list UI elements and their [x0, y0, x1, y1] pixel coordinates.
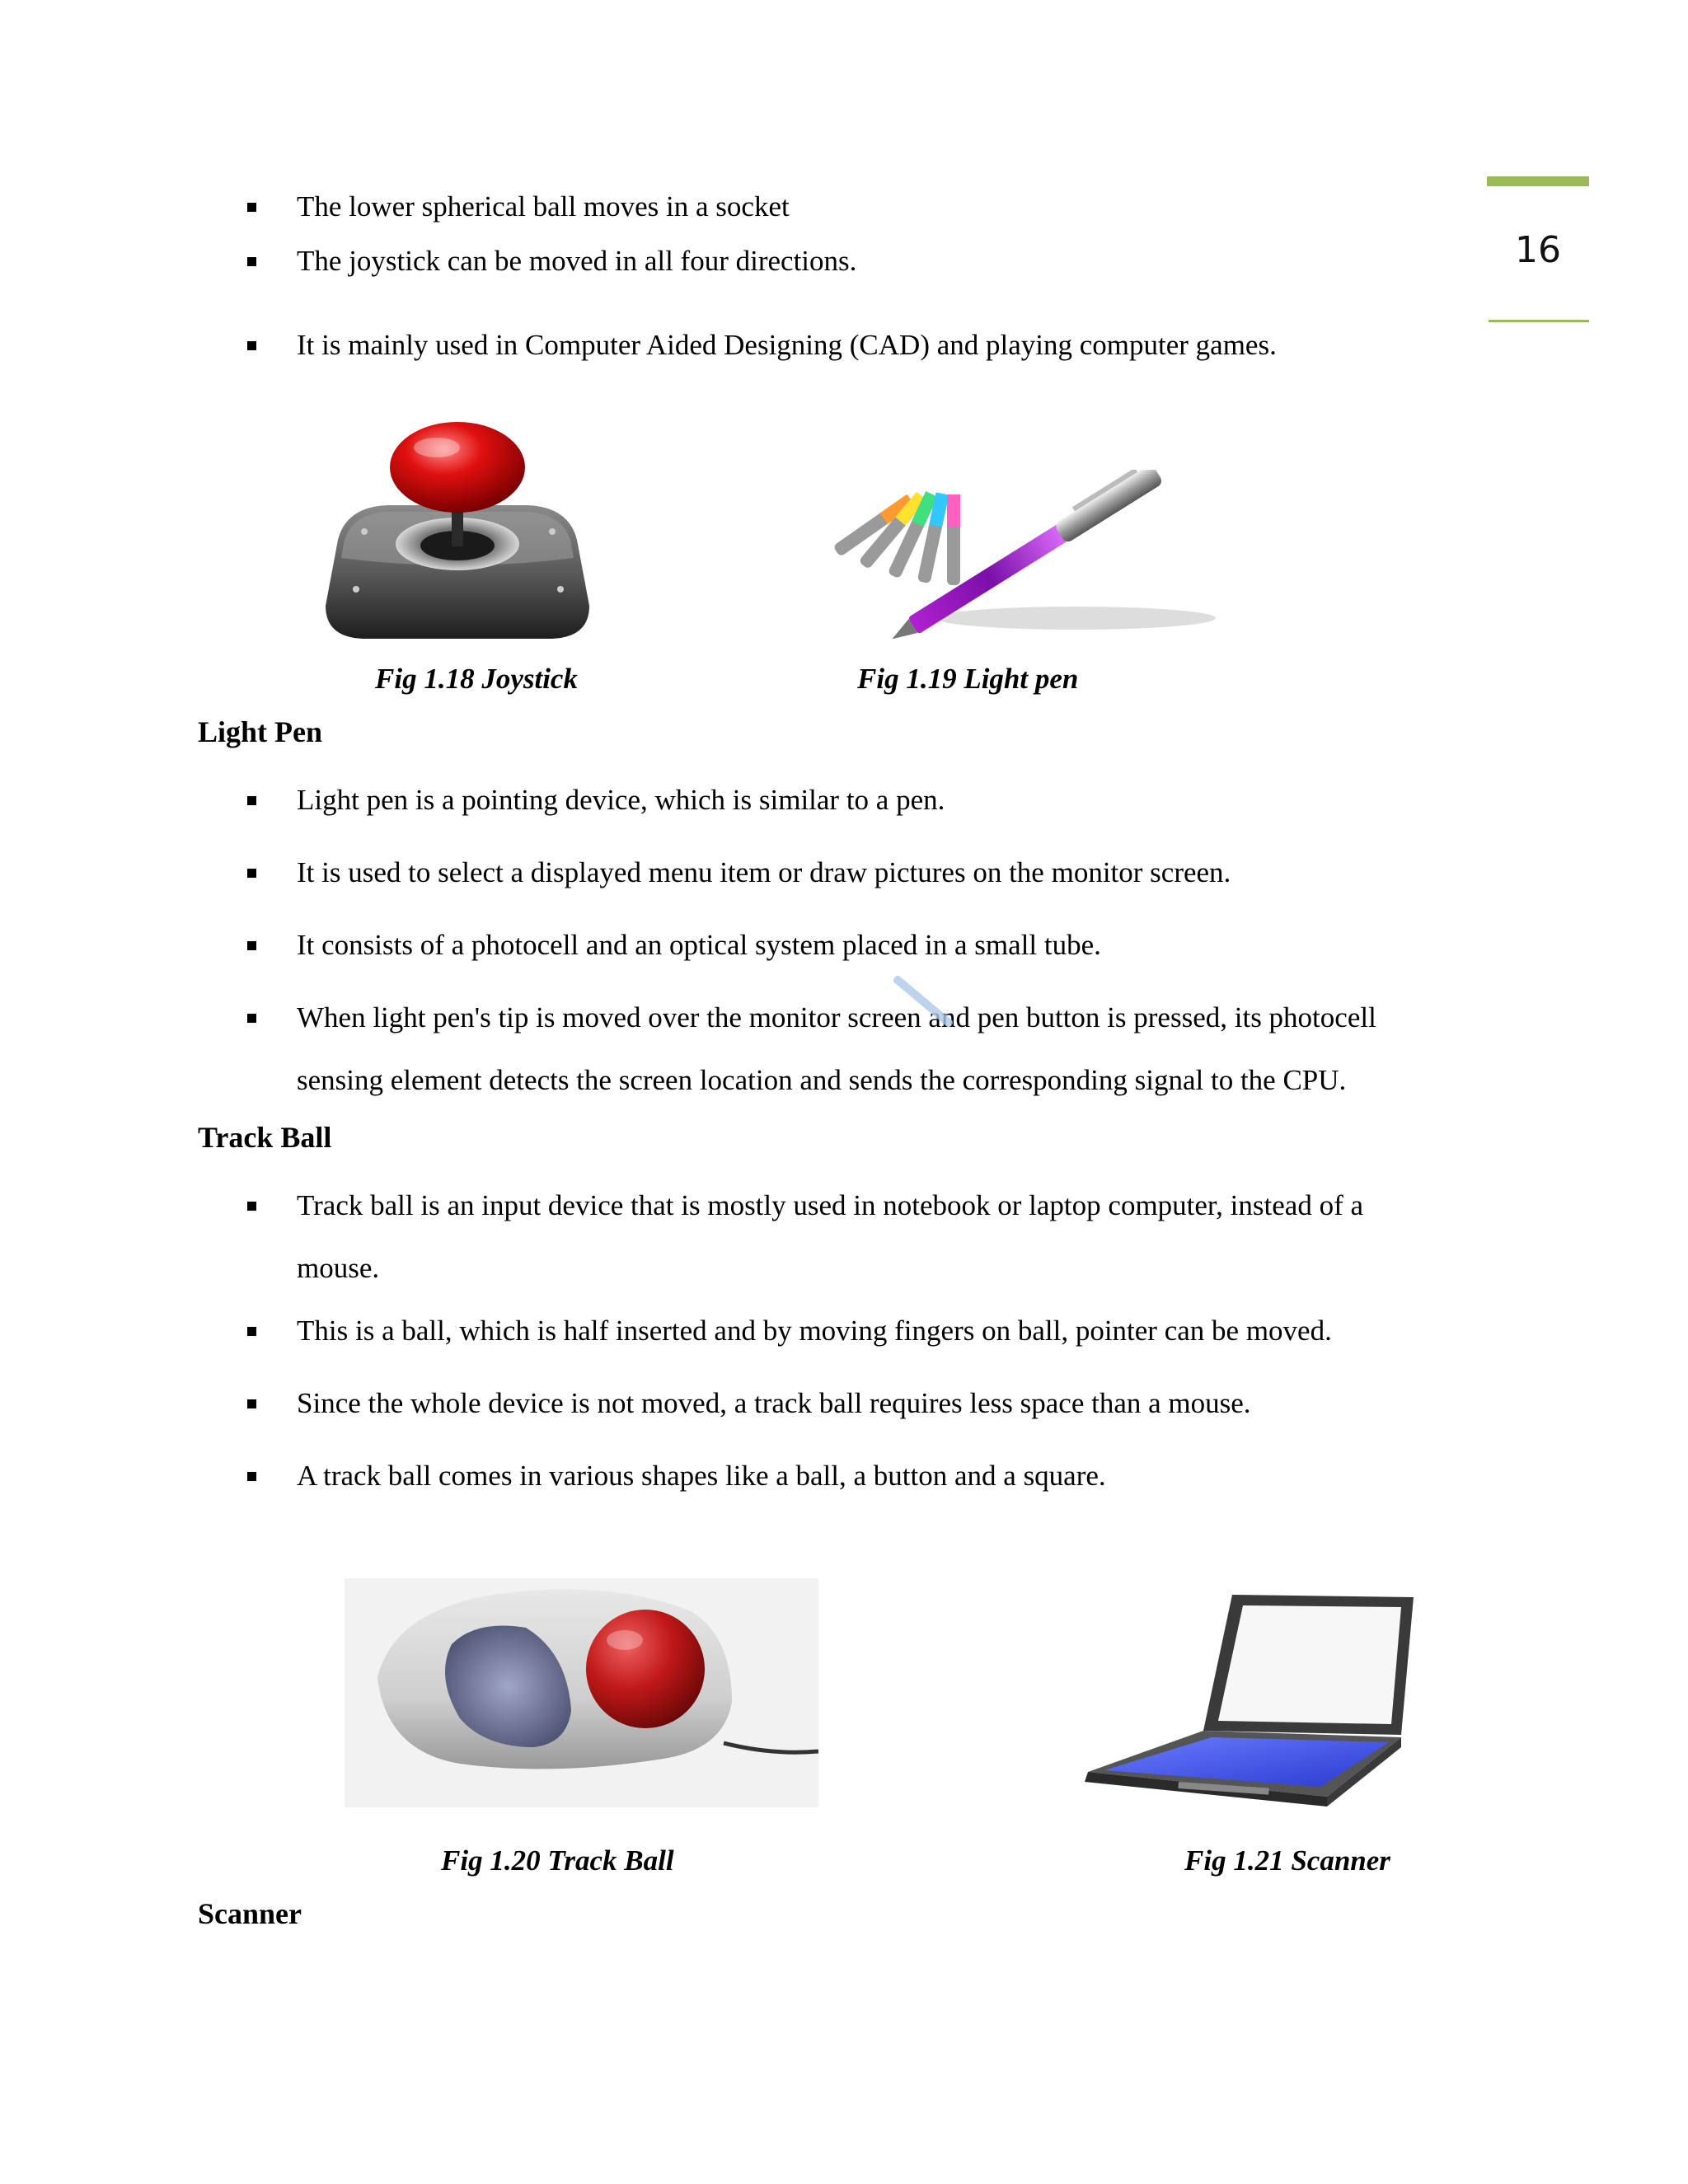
joystick-figure	[313, 416, 602, 651]
bullet-square-icon	[247, 1399, 256, 1408]
list-item-text: The lower spherical ball moves in a socket	[297, 190, 790, 223]
bullet-square-icon	[247, 1202, 256, 1211]
list-item-text: This is a ball, which is half inserted and by moving fingers on ball, pointer can be moved.	[297, 1315, 1332, 1347]
page-number-bottom-rule	[1489, 320, 1589, 322]
list-item-text: Since the whole device is not moved, a track ball requires less space than a mouse.	[297, 1387, 1251, 1419]
bullet-square-icon	[247, 341, 256, 350]
list-item-text: It is mainly used in Computer Aided Designing (CAD) and playing computer games.	[297, 329, 1277, 361]
light-pen-figure	[820, 470, 1216, 655]
trackball-figure	[345, 1578, 818, 1807]
bullet-square-icon	[247, 796, 256, 805]
bullet-square-icon	[247, 1472, 256, 1481]
list-item-text: A track ball comes in various shapes like a ball, a button and a square.	[297, 1460, 1106, 1492]
list-item-text: When light pen's tip is moved over the monitor screen and pen button is pressed, its photocell	[297, 1001, 1376, 1033]
section-heading: Scanner	[198, 1897, 302, 1930]
bullet-square-icon	[247, 257, 256, 266]
figure-caption: Fig 1.20 Track Ball	[441, 1844, 674, 1877]
list-item-text: mouse.	[297, 1252, 380, 1284]
list-item-text: The joystick can be moved in all four directions.	[297, 245, 857, 277]
list-item-text: Light pen is a pointing device, which is similar to a pen.	[297, 784, 945, 816]
list-item-text: It is used to select a displayed menu item or draw pictures on the monitor screen.	[297, 856, 1231, 888]
list-item-text: sensing element detects the screen location and sends the corresponding signal to the CPU.	[297, 1064, 1347, 1096]
figure-caption: Fig 1.21 Scanner	[1184, 1844, 1390, 1877]
list-item-text: Track ball is an input device that is mostly used in notebook or laptop computer, instead of a	[297, 1189, 1364, 1221]
scanner-figure	[1055, 1591, 1418, 1809]
page-number: 16	[1515, 229, 1561, 271]
figure-caption: Fig 1.19 Light pen	[857, 663, 1079, 695]
bullet-square-icon	[247, 869, 256, 878]
bullet-square-icon	[247, 1014, 256, 1023]
bullet-square-icon	[247, 1327, 256, 1336]
section-heading: Light Pen	[198, 715, 323, 748]
figure-caption: Fig 1.18 Joystick	[375, 663, 578, 695]
list-item-text: It consists of a photocell and an optical system placed in a small tube.	[297, 929, 1101, 961]
section-heading: Track Ball	[198, 1121, 332, 1154]
page-number-top-rule	[1487, 176, 1589, 186]
bullet-square-icon	[247, 203, 256, 212]
bullet-square-icon	[247, 941, 256, 950]
